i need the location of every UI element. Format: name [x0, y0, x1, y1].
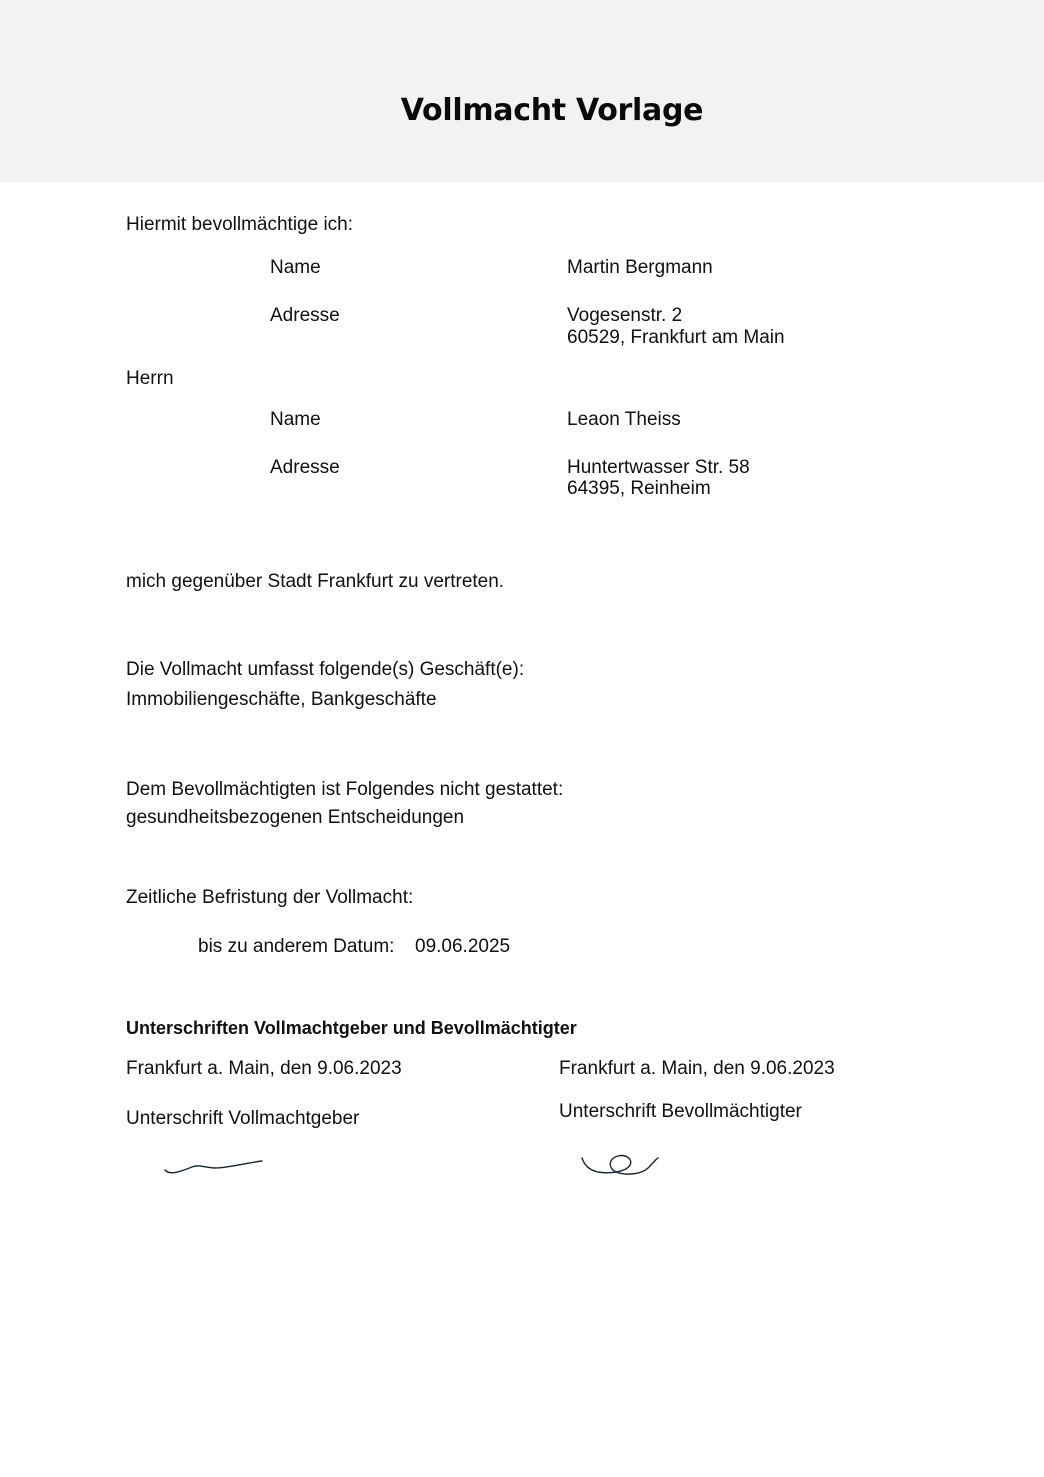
- representation-text: mich gegenüber Stadt Frankfurt zu vertreten.: [126, 571, 505, 592]
- grantor-place-date: Frankfurt a. Main, den 9.06.2023: [126, 1058, 402, 1079]
- agent-name-label: Name: [270, 409, 321, 430]
- grantor-address-line1: Vogesenstr. 2: [567, 305, 683, 326]
- signatures-heading: Unterschriften Vollmachtgeber und Bevollmächtigter: [126, 1018, 577, 1038]
- scope-label: Die Vollmacht umfasst folgende(s) Geschäft(e):: [126, 659, 525, 680]
- grantor-name-label: Name: [270, 257, 321, 278]
- scope-value: Immobiliengeschäfte, Bankgeschäfte: [126, 689, 437, 710]
- agent-signature: [576, 1150, 666, 1180]
- agent-name: Leaon Theiss: [567, 409, 681, 430]
- grantor-signature: [160, 1152, 270, 1180]
- validity-until-date: 09.06.2025: [415, 936, 511, 957]
- restriction-value: gesundheitsbezogenen Entscheidungen: [126, 807, 465, 828]
- agent-place-date: Frankfurt a. Main, den 9.06.2023: [559, 1058, 835, 1079]
- validity-until-label: bis zu anderem Datum:: [198, 936, 395, 957]
- grantor-name: Martin Bergmann: [567, 257, 713, 278]
- salutation: Herrn: [126, 368, 174, 389]
- grantor-address-line2: 60529, Frankfurt am Main: [567, 327, 785, 348]
- grantor-address-label: Adresse: [270, 305, 340, 326]
- agent-address-label: Adresse: [270, 457, 340, 478]
- agent-address-line1: Huntertwasser Str. 58: [567, 457, 750, 478]
- validity-label: Zeitliche Befristung der Vollmacht:: [126, 887, 414, 908]
- restriction-label: Dem Bevollmächtigten ist Folgendes nicht gestattet:: [126, 779, 564, 800]
- document-header: [0, 0, 1044, 182]
- agent-signature-label: Unterschrift Bevollmächtigter: [559, 1101, 802, 1122]
- grantor-signature-label: Unterschrift Vollmachtgeber: [126, 1108, 360, 1129]
- document-title: Vollmacht Vorlage: [400, 93, 704, 128]
- agent-address-line2: 64395, Reinheim: [567, 478, 711, 499]
- intro-text: Hiermit bevollmächtige ich:: [126, 214, 354, 235]
